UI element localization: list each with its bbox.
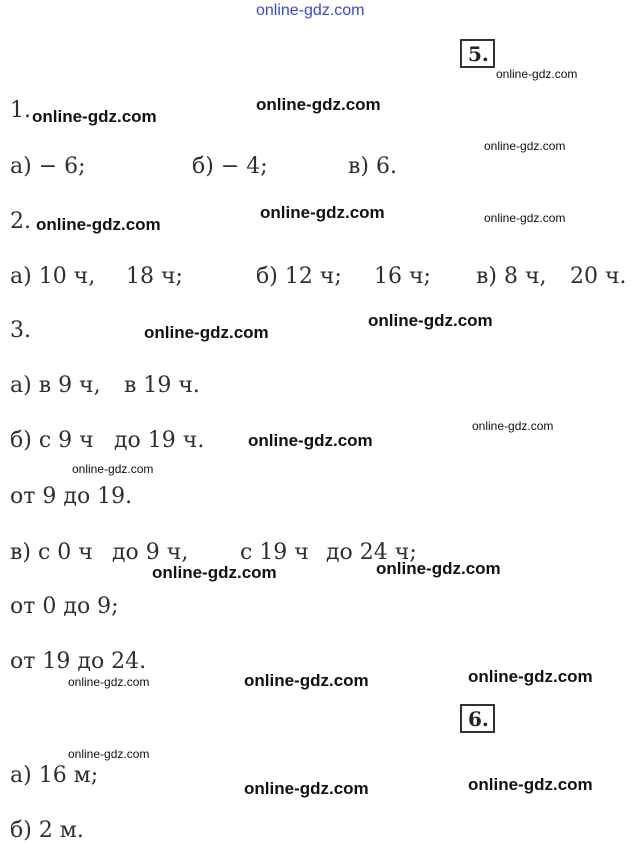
item-2-answer-b2: 16 ч; xyxy=(374,264,431,289)
watermark: online-gdz.com xyxy=(376,559,501,578)
watermark-top: online-gdz.com xyxy=(256,2,365,19)
item-3-b-range: от 9 до 19. xyxy=(10,484,133,509)
item-3-label: 3. xyxy=(10,318,31,343)
item-2-answer-v1: в) 8 ч, xyxy=(476,264,547,289)
item-3-b1: б) с 9 ч xyxy=(10,428,94,453)
item-1-answer-v: в) 6. xyxy=(348,154,397,179)
item-2-answer-a2: 18 ч; xyxy=(126,264,183,289)
item-3-v3: с 19 ч xyxy=(240,540,309,565)
item-2-answer-a1: а) 10 ч, xyxy=(10,264,96,289)
watermark: online-gdz.com xyxy=(256,95,381,114)
watermark: online-gdz.com xyxy=(68,675,150,689)
watermark: online-gdz.com xyxy=(152,563,277,582)
item-3-a1: а) в 9 ч, xyxy=(10,373,101,398)
problem-6-b: б) 2 м. xyxy=(10,818,84,843)
watermark: online-gdz.com xyxy=(36,215,161,234)
problem-6-a: а) 16 м; xyxy=(10,763,99,788)
problem-5-number: 5. xyxy=(460,39,495,68)
item-3-v2: до 9 ч, xyxy=(112,540,189,565)
item-2-label: 2. xyxy=(10,209,31,234)
watermark: online-gdz.com xyxy=(260,203,385,222)
watermark: online-gdz.com xyxy=(68,747,150,761)
watermark: online-gdz.com xyxy=(32,107,157,126)
watermark: online-gdz.com xyxy=(484,211,566,225)
item-3-a2: в 19 ч. xyxy=(124,373,200,398)
watermark: online-gdz.com xyxy=(468,775,593,794)
watermark: online-gdz.com xyxy=(468,667,593,686)
watermark: online-gdz.com xyxy=(244,779,369,798)
watermark: online-gdz.com xyxy=(72,462,154,476)
item-1-label: 1. xyxy=(10,98,31,123)
item-2-answer-v2: 20 ч. xyxy=(570,264,627,289)
watermark: online-gdz.com xyxy=(484,139,566,153)
problem-6-number: 6. xyxy=(460,704,495,733)
item-3-v-range1: от 0 до 9; xyxy=(10,594,119,619)
item-3-v-range2: от 19 до 24. xyxy=(10,649,147,674)
watermark: online-gdz.com xyxy=(368,311,493,330)
item-1-answer-a: а) − 6; xyxy=(10,154,86,179)
item-2-answer-b1: б) 12 ч; xyxy=(256,264,342,289)
watermark: online-gdz.com xyxy=(472,419,554,433)
item-1-answer-b: б) − 4; xyxy=(192,154,268,179)
watermark: online-gdz.com xyxy=(144,323,269,342)
item-3-b2: до 19 ч. xyxy=(114,428,205,453)
item-3-v4: до 24 ч; xyxy=(326,540,417,565)
watermark: online-gdz.com xyxy=(244,671,369,690)
watermark: online-gdz.com xyxy=(496,67,578,81)
item-3-v1: в) с 0 ч xyxy=(10,540,93,565)
watermark: online-gdz.com xyxy=(248,431,373,450)
